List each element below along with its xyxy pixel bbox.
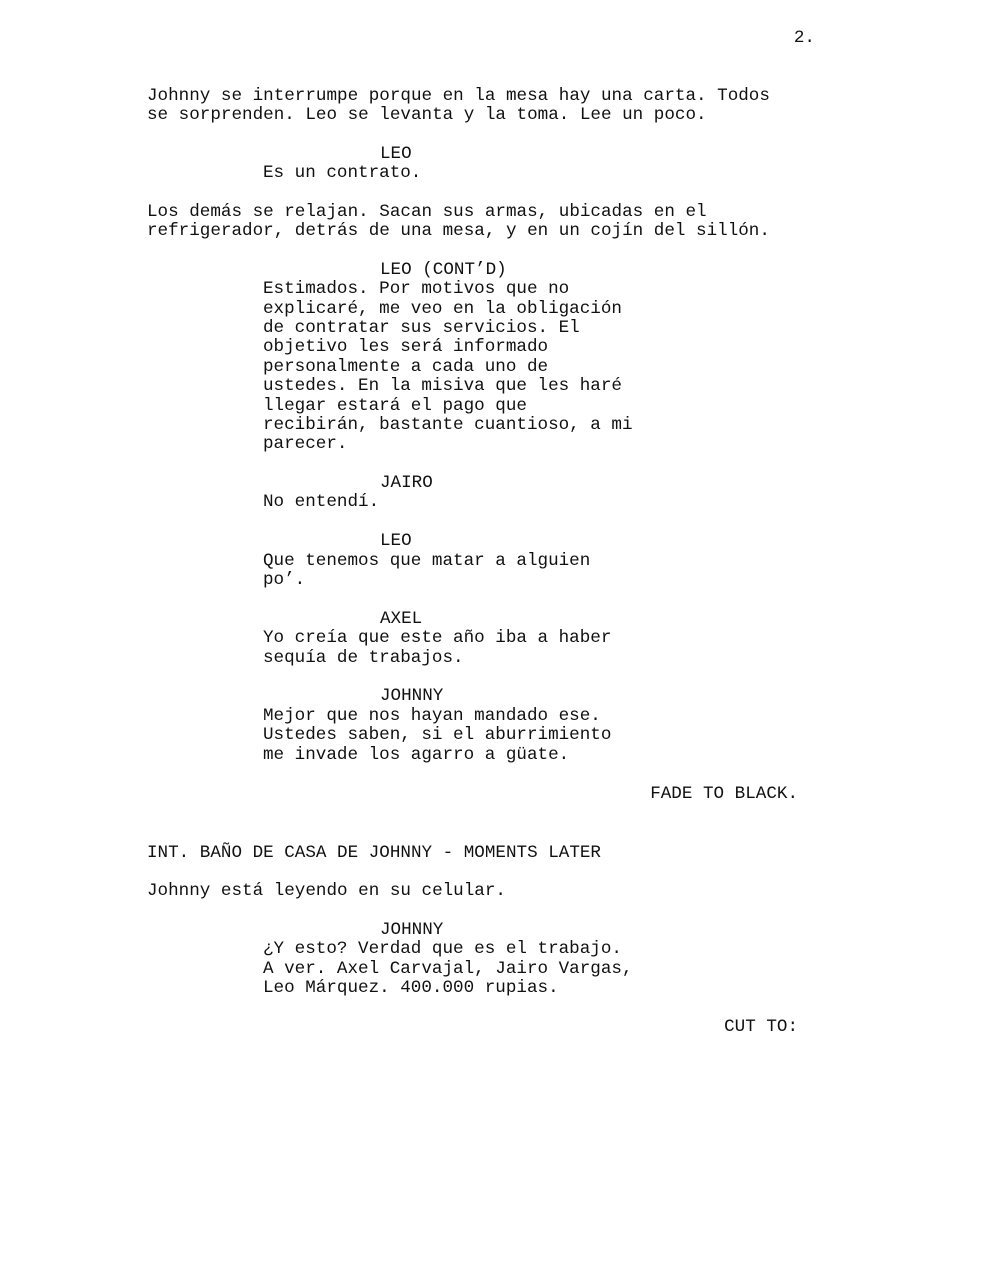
dialogue-line: personalmente a cada uno de xyxy=(263,357,549,377)
dialogue-line: recibirán, bastante cuantioso, a mi xyxy=(263,415,633,435)
dialogue-line: Leo Márquez. 400.000 rupias. xyxy=(263,978,559,998)
action-line: Johnny está leyendo en su celular. xyxy=(147,881,506,901)
action-line: Johnny se interrumpe porque en la mesa hay una carta. Todos xyxy=(147,86,770,106)
character-cue: LEO (CONT’D) xyxy=(380,260,507,280)
dialogue-line: ustedes. En la misiva que les haré xyxy=(263,376,622,396)
transition: CUT TO: xyxy=(724,1017,798,1037)
dialogue-line: me invade los agarro a güate. xyxy=(263,745,570,765)
page-number: 2. xyxy=(793,28,815,48)
dialogue-line: sequía de trabajos. xyxy=(263,648,464,668)
transition: FADE TO BLACK. xyxy=(650,784,798,804)
character-cue: AXEL xyxy=(380,609,423,629)
dialogue-line: Estimados. Por motivos que no xyxy=(263,279,570,299)
character-cue: LEO xyxy=(380,144,412,164)
action-line: Los demás se relajan. Sacan sus armas, ubicadas en el xyxy=(147,202,707,222)
dialogue-line: llegar estará el pago que xyxy=(263,396,527,416)
dialogue-line: objetivo les será informado xyxy=(263,337,549,357)
dialogue-line: parecer. xyxy=(263,434,348,454)
dialogue-line: Es un contrato. xyxy=(263,163,422,183)
character-cue: LEO xyxy=(380,531,412,551)
dialogue-line: explicaré, me veo en la obligación xyxy=(263,299,622,319)
character-cue: JAIRO xyxy=(380,473,433,493)
dialogue-line: Mejor que nos hayan mandado ese. xyxy=(263,706,601,726)
dialogue-line: Que tenemos que matar a alguien xyxy=(263,551,591,571)
character-cue: JOHNNY xyxy=(380,920,444,940)
action-line: refrigerador, detrás de una mesa, y en un cojín del sillón. xyxy=(147,221,770,241)
dialogue-line: No entendí. xyxy=(263,492,380,512)
dialogue-line: de contratar sus servicios. El xyxy=(263,318,580,338)
dialogue-line: Yo creía que este año iba a haber xyxy=(263,628,612,648)
character-cue: JOHNNY xyxy=(380,686,444,706)
dialogue-line: po’. xyxy=(263,570,306,590)
scene-heading: INT. BAÑO DE CASA DE JOHNNY - MOMENTS LATER xyxy=(147,843,601,863)
dialogue-line: ¿Y esto? Verdad que es el trabajo. xyxy=(263,939,622,959)
dialogue-line: Ustedes saben, si el aburrimiento xyxy=(263,725,612,745)
action-line: se sorprenden. Leo se levanta y la toma. Lee un poco. xyxy=(147,105,707,125)
dialogue-line: A ver. Axel Carvajal, Jairo Vargas, xyxy=(263,959,633,979)
